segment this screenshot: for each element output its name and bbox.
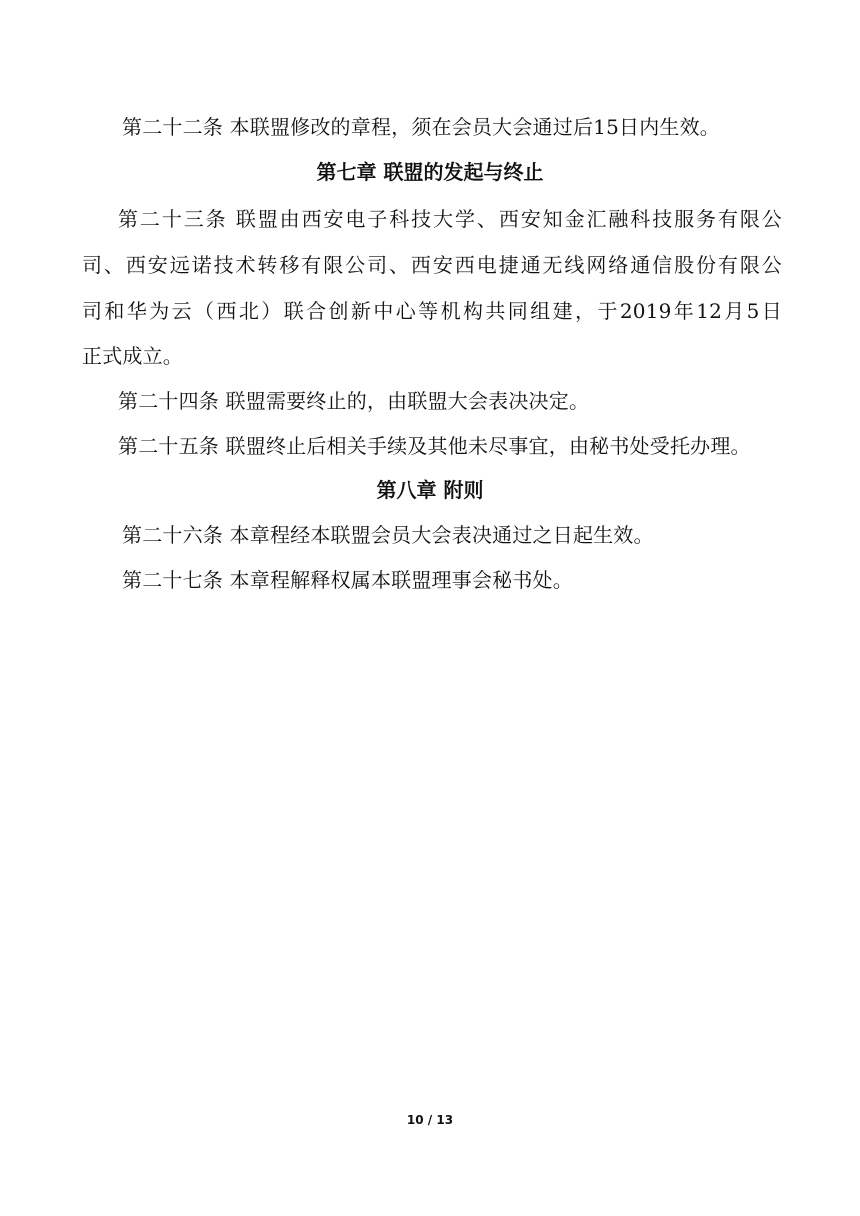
chapter-8-heading: 第八章 附则	[376, 478, 484, 502]
article-23-line-1: 第二十三条 联盟由西安电子科技大学、西安知金汇融科技服务有限公	[118, 207, 782, 231]
page-number: 10 / 13	[406, 1113, 454, 1127]
chapter-7-heading: 第七章 联盟的发起与终止	[316, 160, 544, 184]
article-23-line-2: 司、西安远诺技术转移有限公司、西安西电捷通无线网络通信股份有限公	[82, 253, 782, 277]
article-23-line-4: 正式成立。	[82, 344, 183, 368]
article-24: 第二十四条 联盟需要终止的，由联盟大会表决决定。	[118, 389, 590, 413]
article-23-line-3: 司和华为云（西北）联合创新中心等机构共同组建，于2019年12月5日	[82, 299, 782, 323]
article-25: 第二十五条 联盟终止后相关手续及其他未尽事宜，由秘书处受托办理。	[118, 434, 751, 458]
article-26: 第二十六条 本章程经本联盟会员大会表决通过之日起生效。	[122, 523, 654, 547]
article-27: 第二十七条 本章程解释权属本联盟理事会秘书处。	[122, 568, 573, 592]
article-22: 第二十二条 本联盟修改的章程，须在会员大会通过后15日内生效。	[122, 115, 721, 139]
